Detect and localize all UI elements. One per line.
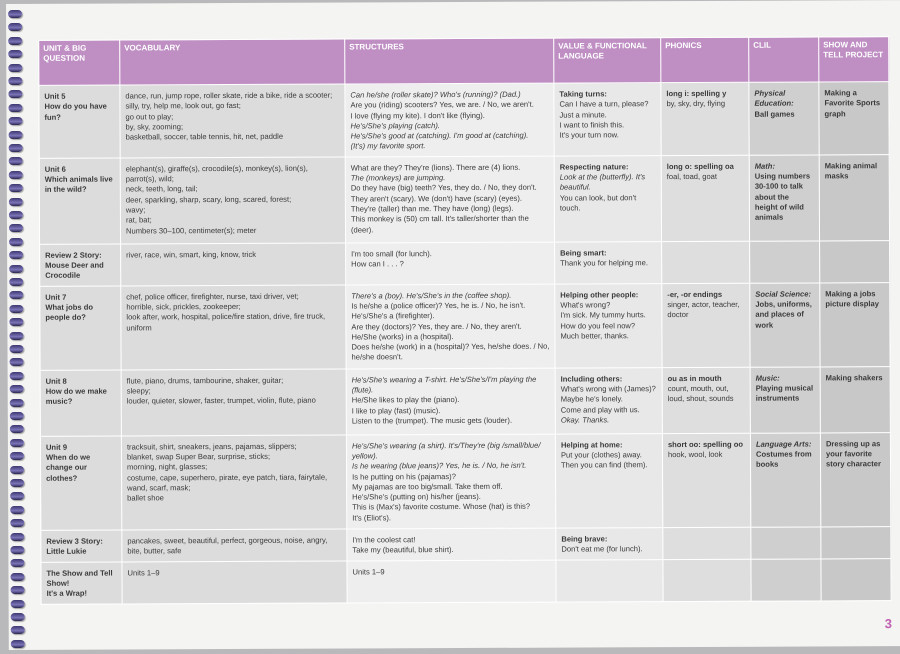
value-line: Don't eat me (for lunch). bbox=[561, 544, 657, 555]
vocabulary-cell bbox=[120, 84, 345, 158]
structure-line: Are they (doctors)? Yes, they are. / No, they aren't. bbox=[351, 321, 549, 332]
value-title: Respecting nature: bbox=[560, 162, 656, 173]
structure-line: They aren't (scary). We (don't) have (scary) (eyes). bbox=[351, 193, 549, 204]
spiral-coil bbox=[8, 64, 22, 72]
structure-line: Take my (beautiful, blue shirt). bbox=[352, 545, 550, 556]
structure-line: Is he wearing (blue jeans)? Yes, he is. / No, he isn't. bbox=[352, 461, 550, 472]
value-line: Thank you for helping me. bbox=[560, 258, 656, 269]
unit-cell bbox=[39, 158, 120, 244]
unit-cell bbox=[40, 286, 121, 370]
spiral-coil bbox=[10, 533, 24, 541]
show-and-tell-project: Making a jobs picture display bbox=[825, 289, 884, 310]
table-row bbox=[40, 366, 890, 436]
vocabulary-line: blanket, swap Super Bear, surprise, sticks; bbox=[127, 452, 341, 463]
header-unit: UNIT & BIG QUESTION bbox=[39, 40, 120, 85]
value-line: I want to finish this. bbox=[560, 120, 656, 131]
vocabulary-line: deer, sparkling, sharp, scary, long, scared, forest; bbox=[126, 194, 340, 205]
structures-cell bbox=[346, 242, 555, 285]
structure-line: (It's) my favorite sport. bbox=[351, 141, 549, 152]
spiral-coil bbox=[9, 305, 23, 313]
unit-cell bbox=[39, 85, 120, 158]
vocabulary-line: neck, teeth, long, tail; bbox=[126, 184, 340, 195]
show-and-tell-project: Making shakers bbox=[826, 373, 885, 384]
big-question: Which animals live in the wild? bbox=[45, 175, 115, 196]
spiral-coil bbox=[9, 238, 23, 246]
unit-cell bbox=[40, 244, 121, 286]
clil-cell bbox=[750, 283, 820, 367]
big-question: Mouse Deer and Crocodile bbox=[45, 261, 115, 282]
clil-topic: Costumes from books bbox=[756, 449, 815, 470]
clil-topic: Jobs, uniforms, and places of work bbox=[755, 299, 814, 330]
header-structures: STRUCTURES bbox=[345, 38, 554, 84]
spiral-coil bbox=[10, 412, 24, 420]
curriculum-table bbox=[38, 36, 891, 604]
clil-subject: Music: bbox=[756, 373, 815, 384]
vocabulary-line: river, race, win, smart, king, know, trick bbox=[126, 249, 340, 260]
spiral-coil bbox=[9, 184, 23, 192]
clil-topic: Ball games bbox=[754, 109, 813, 120]
spiral-coil bbox=[8, 90, 22, 98]
clil-cell bbox=[749, 155, 819, 241]
clil-cell bbox=[751, 559, 821, 601]
structure-line: The (monkeys) are jumping. bbox=[351, 173, 549, 184]
table-row bbox=[39, 154, 889, 244]
spiral-coil bbox=[11, 586, 25, 594]
phonics-cell bbox=[661, 155, 749, 241]
clil-topic: Using numbers 30-100 to talk about the height of wild animals bbox=[755, 172, 814, 224]
phonics-cell bbox=[663, 559, 751, 601]
structure-line: How can I . . . ? bbox=[351, 259, 549, 270]
vocabulary-line: go out to play; bbox=[125, 111, 339, 122]
phonics-title: short oo: spelling oo bbox=[668, 439, 745, 450]
unit-name: Unit 7 bbox=[45, 292, 115, 303]
vocabulary-cell bbox=[121, 369, 346, 436]
value-line: Then you can find (them). bbox=[561, 460, 657, 471]
spiral-coil bbox=[11, 613, 25, 621]
spiral-coil bbox=[11, 640, 25, 648]
structure-line: Can he/she (roller skate)? Who's (running)? (Dad.) bbox=[350, 90, 548, 101]
spiral-coil bbox=[9, 345, 23, 353]
page-number: 3 bbox=[885, 616, 892, 631]
vocabulary-cell bbox=[120, 157, 345, 244]
vocabulary-line: tracksuit, shirt, sneakers, jeans, pajamas, slippers; bbox=[127, 441, 341, 452]
phonics-cell bbox=[661, 82, 749, 155]
spiral-coil bbox=[10, 479, 24, 487]
spiral-coil bbox=[10, 546, 24, 554]
vocabulary-line: Numbers 30–100, centimeter(s); meter bbox=[126, 225, 340, 236]
table-row bbox=[40, 282, 890, 370]
value-title: Being smart: bbox=[560, 248, 656, 259]
spiral-coil bbox=[9, 171, 23, 179]
unit-cell bbox=[40, 436, 121, 530]
vocabulary-cell bbox=[122, 561, 347, 604]
vocabulary-line: louder, quieter, slower, faster, trumpet, violin, flute, piano bbox=[127, 396, 341, 407]
clil-cell bbox=[750, 241, 820, 283]
phonics-words: count, mouth, out, loud, shout, sounds bbox=[668, 384, 745, 405]
value-line: Can I have a turn, please? bbox=[559, 99, 655, 110]
show-and-tell-cell bbox=[820, 240, 890, 282]
header-row bbox=[39, 37, 889, 86]
spiral-coil bbox=[10, 425, 24, 433]
value-cell bbox=[556, 527, 663, 559]
clil-cell bbox=[751, 527, 821, 559]
unit-name: Unit 5 bbox=[44, 92, 114, 103]
table-row bbox=[39, 82, 889, 158]
spiral-coil bbox=[8, 77, 22, 85]
structure-line: My pajamas are too big/small. Take them off. bbox=[352, 481, 550, 492]
structures-cell bbox=[347, 560, 556, 603]
spiral-coil bbox=[10, 399, 24, 407]
spiral-coil bbox=[10, 506, 24, 514]
spiral-binding bbox=[6, 4, 31, 654]
value-line: What's wrong with (James)? bbox=[561, 384, 657, 395]
structures-cell bbox=[346, 434, 555, 529]
value-line: You can look, but don't touch. bbox=[560, 193, 656, 214]
spiral-coil bbox=[10, 466, 24, 474]
spiral-coil bbox=[9, 278, 23, 286]
structure-line: Are you (riding) scooters? Yes, we are. / No, we aren't. bbox=[350, 100, 548, 111]
show-and-tell-project: Making animal masks bbox=[825, 161, 884, 182]
spiral-coil bbox=[8, 104, 22, 112]
structure-line: This is (Max's) favorite costume. Whose (hat) is this? bbox=[352, 502, 550, 513]
header-value: VALUE & FUNCTIONAL LANGUAGE bbox=[554, 38, 661, 83]
big-question: When do we change our clothes? bbox=[46, 452, 116, 483]
structure-line: He's/She's playing (catch). bbox=[351, 121, 549, 132]
show-and-tell-cell bbox=[821, 558, 891, 600]
structure-line: Do they have (big) teeth? Yes, they do. / No, they don't. bbox=[351, 183, 549, 194]
structure-line: It's (Eliot's). bbox=[352, 512, 550, 523]
value-cell bbox=[555, 241, 662, 283]
phonics-cell bbox=[662, 241, 750, 283]
structure-line: I love (flying my kite). I don't like (flying). bbox=[350, 110, 548, 121]
vocabulary-line: chef, police officer, firefighter, nurse, taxi driver, vet; bbox=[126, 291, 340, 302]
big-question: It's a Wrap! bbox=[47, 589, 117, 600]
spiral-coil bbox=[9, 144, 23, 152]
vocabulary-line: flute, piano, drums, tambourine, shaker, guitar; bbox=[127, 375, 341, 386]
unit-cell bbox=[41, 530, 122, 562]
spiral-coil bbox=[9, 198, 23, 206]
unit-cell bbox=[40, 370, 121, 436]
table-row bbox=[41, 558, 891, 604]
vocabulary-line: by, sky, zooming; bbox=[126, 121, 340, 132]
vocabulary-line: dance, run, jump rope, roller skate, ride a bike, ride a scooter; bbox=[125, 91, 339, 102]
spiral-coil bbox=[10, 372, 24, 380]
spiral-coil bbox=[8, 23, 22, 31]
spiral-coil bbox=[11, 600, 25, 608]
phonics-title: long o: spelling oa bbox=[667, 162, 744, 173]
value-line: Look at the (butterfly). It's beautiful. bbox=[560, 172, 656, 193]
vocabulary-line: basketball, soccer, table tennis, hit, net, paddle bbox=[126, 132, 340, 143]
structures-cell bbox=[346, 368, 555, 435]
show-and-tell-cell bbox=[819, 154, 889, 240]
structure-line: I'm the coolest cat! bbox=[352, 534, 550, 545]
spiral-coil bbox=[10, 439, 24, 447]
big-question: How do you have fun? bbox=[44, 102, 114, 123]
phonics-title: -er, -or endings bbox=[667, 289, 744, 300]
value-cell bbox=[554, 83, 661, 156]
phonics-words: hook, wool, look bbox=[668, 450, 745, 461]
big-question: How do we make music? bbox=[46, 386, 116, 407]
show-and-tell-cell bbox=[819, 82, 889, 155]
structure-line: I'm too small (for lunch). bbox=[351, 248, 549, 259]
value-cell bbox=[555, 283, 662, 367]
structure-line: He/She (works) in a (hospital). bbox=[351, 331, 549, 342]
value-title: Helping at home: bbox=[561, 440, 657, 451]
spiral-coil bbox=[9, 332, 23, 340]
spiral-coil bbox=[10, 559, 24, 567]
spiral-coil bbox=[9, 131, 23, 139]
vocabulary-line: ballet shoe bbox=[127, 493, 341, 504]
vocabulary-line: elephant(s), giraffe(s), crocodile(s), monkey(s), lion(s), parrot(s), wild; bbox=[126, 163, 340, 185]
value-cell bbox=[554, 155, 661, 241]
value-line: Okay. Thanks. bbox=[561, 415, 657, 426]
value-line: Much better, thanks. bbox=[560, 331, 656, 342]
structure-line: Is he/she a (police officer)? Yes, he is. / No, he isn't. bbox=[351, 301, 549, 312]
structure-line: He's/She's a (firefighter). bbox=[351, 311, 549, 322]
header-show-and-tell: SHOW AND TELL PROJECT bbox=[819, 37, 889, 82]
spiral-coil bbox=[9, 318, 23, 326]
phonics-cell bbox=[662, 283, 750, 367]
spiral-coil bbox=[8, 50, 22, 58]
table-row bbox=[41, 526, 891, 562]
spiral-coil bbox=[9, 211, 23, 219]
phonics-cell bbox=[662, 433, 750, 527]
vocabulary-line: pancakes, sweet, beautiful, perfect, gorgeous, noise, angry, bite, butter, safe bbox=[127, 535, 341, 557]
show-and-tell-project: Making a Favorite Sports graph bbox=[824, 88, 883, 119]
phonics-cell bbox=[663, 527, 751, 559]
unit-cell bbox=[41, 562, 122, 604]
show-and-tell-cell bbox=[820, 432, 890, 526]
value-line: It's your turn now. bbox=[560, 130, 656, 141]
spiral-coil bbox=[10, 452, 24, 460]
structures-cell bbox=[346, 284, 555, 369]
structure-line: Units 1–9 bbox=[352, 566, 550, 577]
header-vocabulary: VOCABULARY bbox=[120, 39, 345, 85]
value-cell bbox=[555, 433, 662, 527]
book-page bbox=[6, 0, 900, 650]
vocabulary-line: costume, cape, superhero, pirate, eye patch, tiara, fairytale, wand, scarf, mask; bbox=[127, 472, 341, 494]
spiral-coil bbox=[8, 37, 22, 45]
show-and-tell-cell bbox=[820, 366, 890, 432]
structure-line: He's/She's wearing a T-shirt. He's/She's/I'm playing the (flute). bbox=[352, 374, 550, 395]
phonics-title: ou as in mouth bbox=[668, 373, 745, 384]
spiral-coil bbox=[10, 358, 24, 366]
vocabulary-line: sleepy; bbox=[127, 386, 341, 397]
structure-line: He's/She's (putting on) his/her (jeans). bbox=[352, 492, 550, 503]
structure-line: He's/She's wearing (a shirt). It's/They're (big /small/blue/ yellow). bbox=[352, 440, 550, 461]
structure-line: Listen to the (trumpet). The music gets (louder). bbox=[352, 415, 550, 426]
value-title: Helping other people: bbox=[560, 290, 656, 301]
clil-topic: Playing musical instruments bbox=[756, 383, 815, 404]
phonics-cell bbox=[662, 367, 750, 433]
spiral-coil bbox=[8, 117, 22, 125]
structure-line: This monkey is (50) cm tall. It's taller/shorter than the (deer). bbox=[351, 214, 549, 235]
clil-subject: Physical Education: bbox=[754, 88, 813, 109]
table-row bbox=[40, 432, 890, 530]
spiral-coil bbox=[10, 573, 24, 581]
structures-cell bbox=[345, 83, 554, 157]
clil-cell bbox=[750, 433, 820, 527]
value-title: Being brave: bbox=[561, 534, 657, 545]
vocabulary-line: horrible, sick, prickles, zookeeper; bbox=[126, 302, 340, 313]
vocabulary-cell bbox=[121, 285, 346, 370]
spiral-coil bbox=[10, 385, 24, 393]
spiral-coil bbox=[10, 492, 24, 500]
structures-cell bbox=[345, 156, 554, 243]
show-and-tell-cell bbox=[821, 526, 891, 558]
vocabulary-line: look after, work, hospital, police/fire station, drive, fire truck, uniform bbox=[126, 312, 340, 334]
vocabulary-line: silly, try, help me, look out, go fast; bbox=[125, 101, 339, 112]
value-cell bbox=[555, 367, 662, 433]
unit-name: Review 2 Story: bbox=[45, 250, 115, 261]
value-line: Maybe he's lonely. bbox=[561, 394, 657, 405]
spiral-coil bbox=[11, 626, 25, 634]
unit-name: Unit 8 bbox=[46, 376, 116, 387]
value-line: How do you feel now? bbox=[560, 321, 656, 332]
phonics-title: long i: spelling y bbox=[666, 89, 743, 100]
clil-cell bbox=[749, 82, 819, 155]
value-line: Put your (clothes) away. bbox=[561, 450, 657, 461]
vocabulary-cell bbox=[122, 529, 347, 562]
value-line: Come and play with us. bbox=[561, 405, 657, 416]
header-phonics: PHONICS bbox=[661, 37, 749, 82]
table-row bbox=[40, 240, 890, 286]
show-and-tell-cell bbox=[820, 282, 890, 366]
spiral-coil bbox=[9, 157, 23, 165]
structures-cell bbox=[347, 528, 556, 561]
structure-line: He's/She's good at (catching). I'm good at (catching). bbox=[351, 131, 549, 142]
spiral-coil bbox=[8, 10, 22, 18]
spiral-coil bbox=[10, 519, 24, 527]
vocabulary-line: rat, bat; bbox=[126, 215, 340, 226]
clil-cell bbox=[750, 367, 820, 433]
header-clil: CLIL bbox=[749, 37, 819, 82]
value-line: I'm sick. My tummy hurts. bbox=[560, 310, 656, 321]
vocabulary-cell bbox=[121, 243, 346, 286]
value-title: Taking turns: bbox=[559, 89, 655, 100]
structure-line: Is he putting on his (pajamas)? bbox=[352, 471, 550, 482]
structure-line: He/She likes to play the (piano). bbox=[352, 395, 550, 406]
unit-name: The Show and Tell Show! bbox=[46, 568, 116, 589]
structure-line: There's a (boy). He's/She's in the (coffee shop). bbox=[351, 290, 549, 301]
value-line: Just a minute. bbox=[559, 110, 655, 121]
structure-line: They're (taller) than me. They have (long) (legs). bbox=[351, 204, 549, 215]
unit-name: Unit 9 bbox=[46, 442, 116, 453]
structure-line: I like to play (fast) (music). bbox=[352, 405, 550, 416]
phonics-words: singer, actor, teacher, doctor bbox=[667, 300, 744, 321]
spiral-coil bbox=[9, 251, 23, 259]
vocabulary-line: morning, night, glasses; bbox=[127, 462, 341, 473]
structure-line: What are they? They're (lions). There are (4) lions. bbox=[351, 162, 549, 173]
unit-name: Unit 6 bbox=[45, 164, 115, 175]
clil-subject: Social Science: bbox=[755, 289, 814, 300]
clil-subject: Language Arts: bbox=[756, 439, 815, 450]
value-title: Including others: bbox=[561, 374, 657, 385]
show-and-tell-project: Dressing up as your favorite story character bbox=[826, 439, 885, 470]
structure-line: Does he/she (work) in a (hospital)? Yes, he/she does. / No, he/she doesn't. bbox=[351, 342, 549, 363]
unit-name: Review 3 Story: bbox=[46, 536, 116, 547]
vocabulary-cell bbox=[121, 435, 346, 530]
spiral-coil bbox=[9, 224, 23, 232]
clil-subject: Math: bbox=[755, 161, 814, 172]
value-line: What's wrong? bbox=[560, 300, 656, 311]
spiral-coil bbox=[9, 291, 23, 299]
vocabulary-line: wavy; bbox=[126, 205, 340, 216]
big-question: Little Lukie bbox=[46, 546, 116, 557]
vocabulary-line: Units 1–9 bbox=[127, 567, 341, 578]
phonics-words: by, sky, dry, flying bbox=[666, 99, 743, 110]
big-question: What jobs do people do? bbox=[45, 302, 115, 323]
phonics-words: foal, toad, goat bbox=[667, 172, 744, 183]
value-cell bbox=[556, 559, 663, 601]
spiral-coil bbox=[9, 265, 23, 273]
